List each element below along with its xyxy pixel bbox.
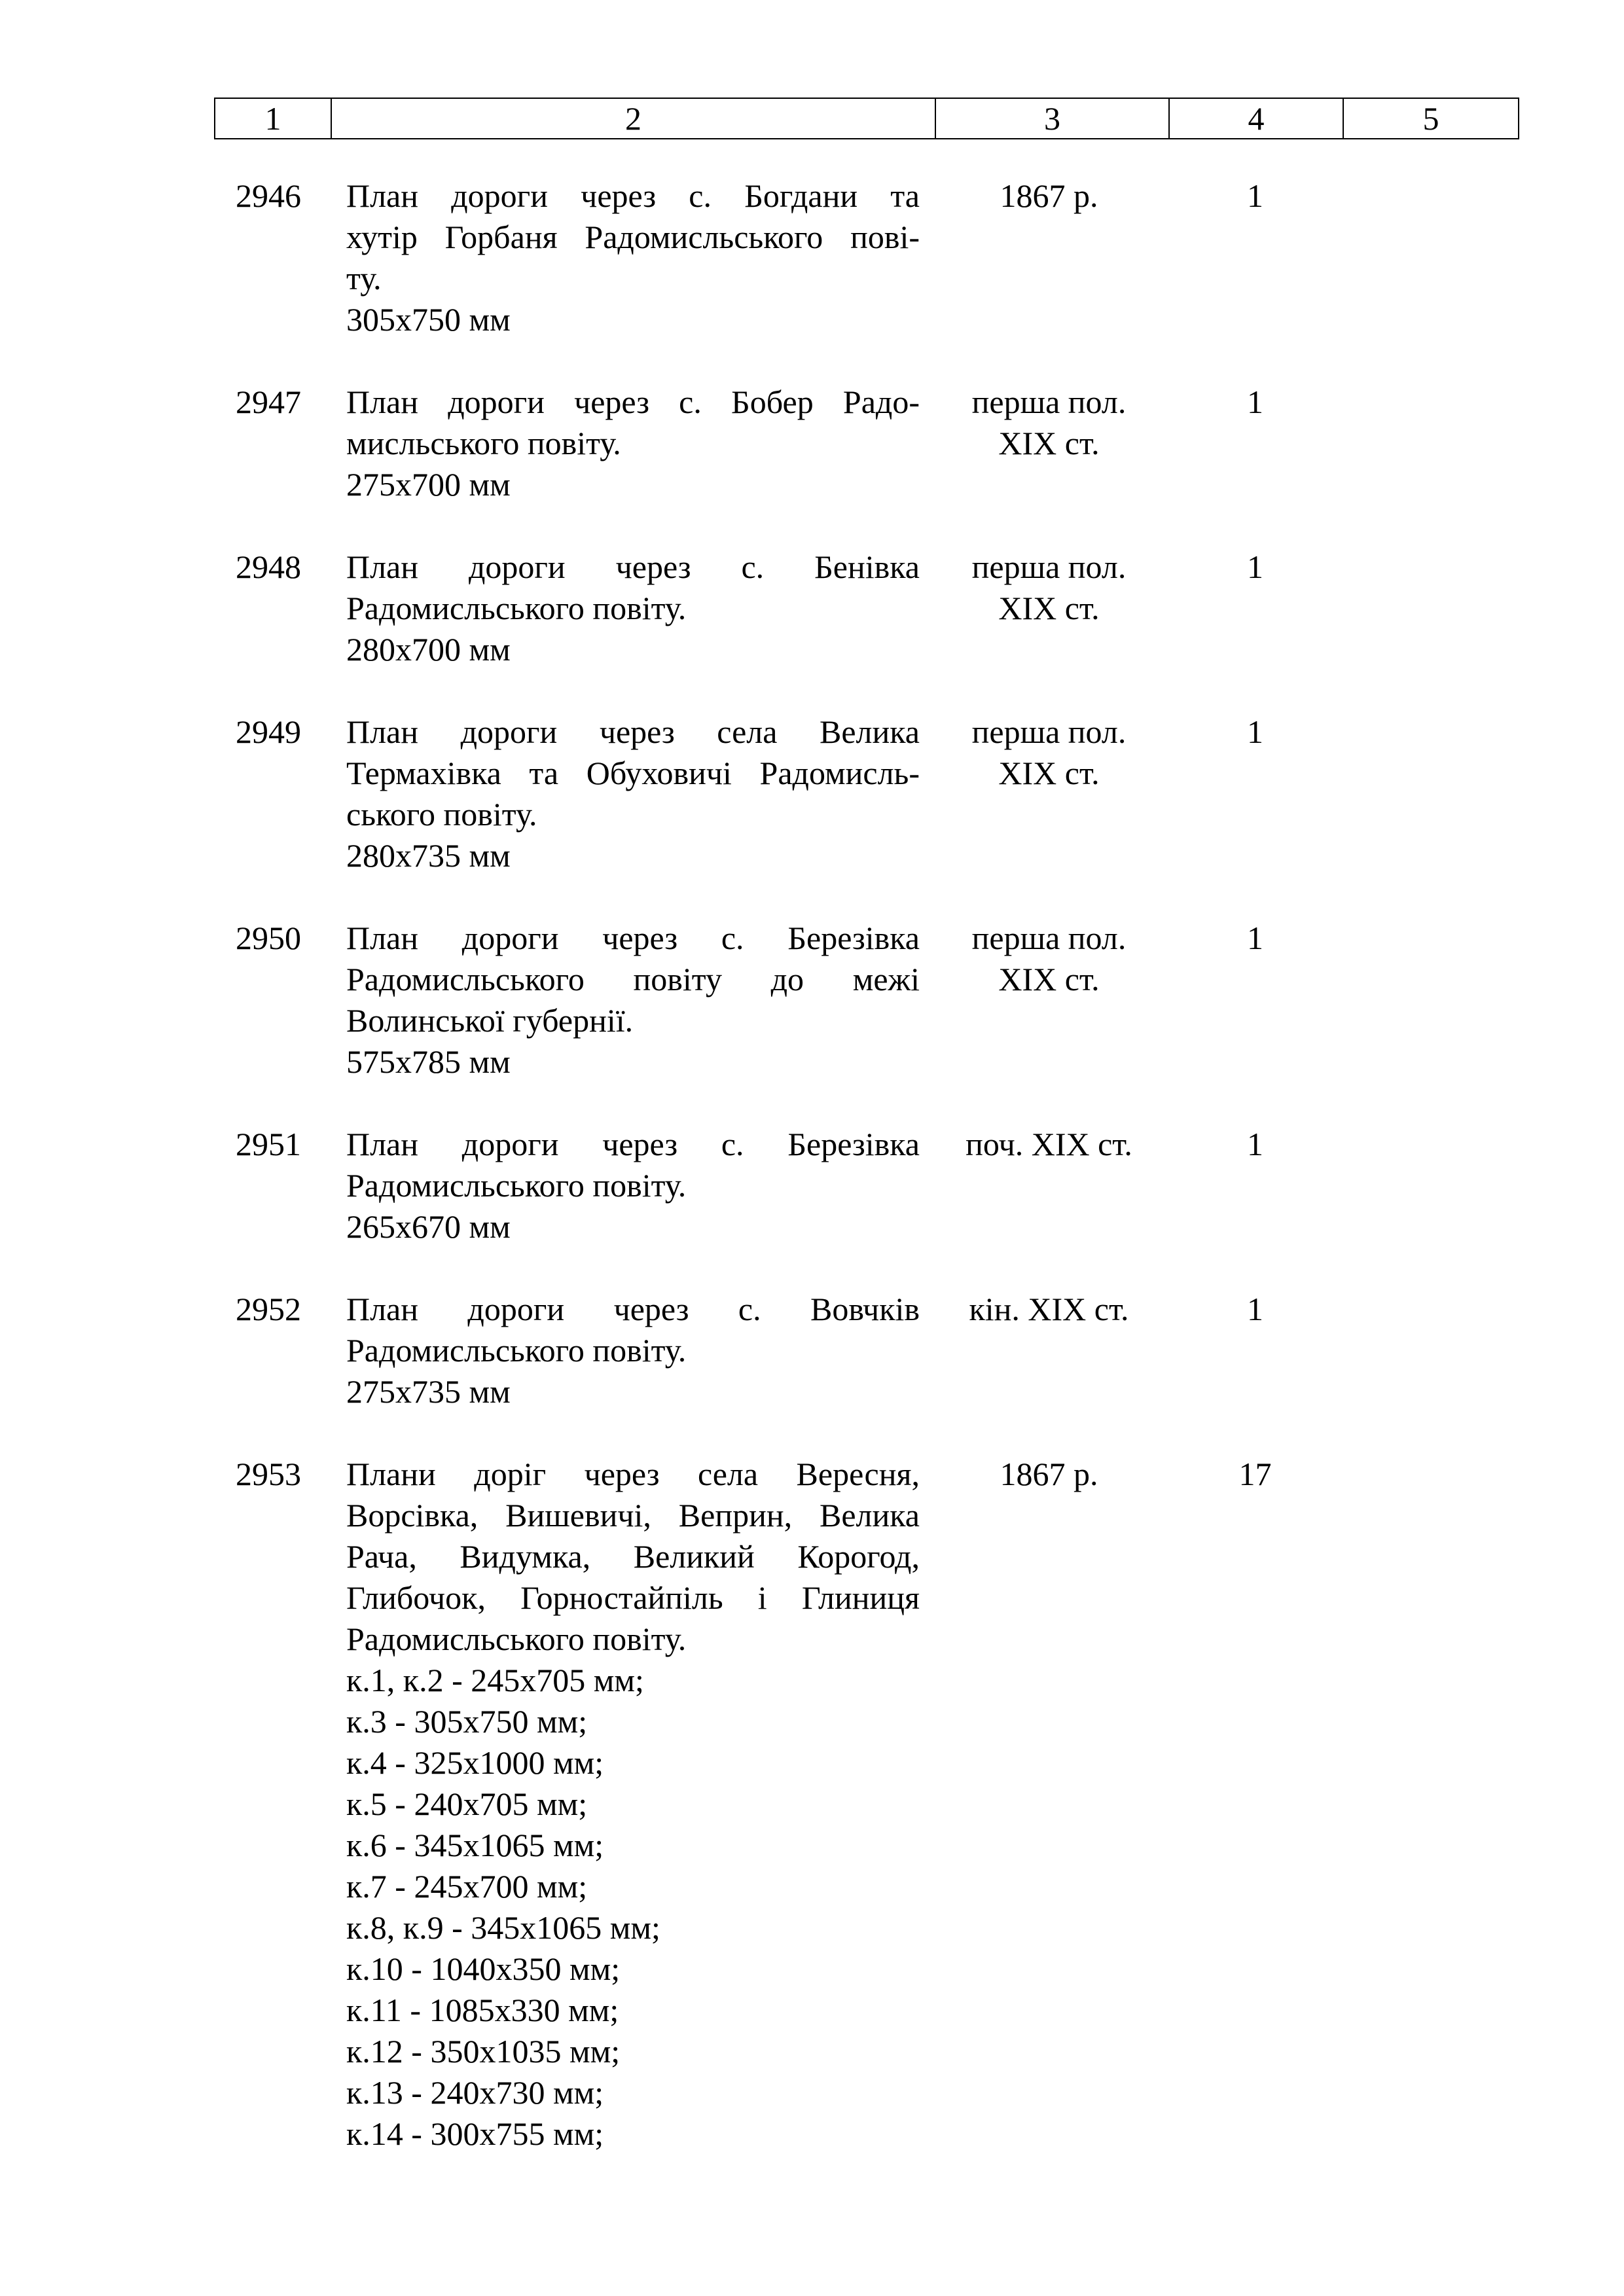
entry-dimensions-line: к.13 - 240х730 мм; [346, 2074, 604, 2111]
entry-sheet-count: 1 [1247, 1126, 1263, 1162]
entry-title-line: Плани доріг через села Вересня, [346, 1456, 920, 1492]
entry-number: 2949 [236, 713, 301, 750]
entry-number: 2950 [236, 920, 301, 956]
column-header-1: 1 [215, 98, 331, 139]
entry-sheet-count: 1 [1247, 1291, 1263, 1327]
column-header-3: 3 [935, 98, 1169, 139]
entry-title-line: Радомисльського повіту. [346, 1621, 687, 1657]
entry-title-line: мисльського повіту. [346, 425, 621, 461]
entry-date-line: XIX ст. [998, 590, 1100, 626]
entry-date [933, 547, 1165, 629]
entry-description [346, 1454, 920, 2155]
catalog-entry [0, 1124, 1624, 1247]
catalog-entry [0, 711, 1624, 876]
entry-date-line: 1867 р. [1000, 177, 1098, 214]
entry-date-line: перша пол. [971, 920, 1127, 956]
catalog-entry [0, 1454, 1624, 2155]
entry-description [346, 1289, 920, 1412]
entry-description [346, 711, 920, 876]
entry-dimensions-line: к.8, к.9 - 345х1065 мм; [346, 1909, 660, 1946]
entry-title-line: Радомисльського повіту. [346, 590, 687, 626]
entry-title-line: План дороги через села Велика [346, 713, 920, 750]
entry-date-line: XIX ст. [998, 755, 1100, 791]
entry-title-line: План дороги через с. Бенівка [346, 548, 920, 585]
catalog-entry [0, 175, 1624, 340]
entry-number: 2948 [236, 548, 301, 585]
entry-number: 2946 [236, 177, 301, 214]
entry-date [933, 1124, 1165, 1165]
entry-description [346, 918, 920, 1083]
entry-number: 2951 [236, 1126, 301, 1162]
entry-sheet-count: 1 [1247, 920, 1263, 956]
entry-description [346, 382, 920, 505]
entry-date [933, 918, 1165, 1000]
entry-title-line: Термахівка та Обуховичі Радомисль- [346, 755, 920, 791]
entry-dimensions-line: 280х700 мм [346, 631, 511, 668]
entry-date-line: перша пол. [971, 713, 1127, 750]
entry-title-line: Глибочок, Горностайпіль і Глиниця [346, 1579, 920, 1616]
entry-title-line: Радомисльського повіту. [346, 1332, 687, 1369]
entry-date [933, 382, 1165, 464]
entry-dimensions-line: 275х700 мм [346, 466, 511, 503]
entry-sheet-count: 17 [1238, 1456, 1272, 1492]
entry-title-line: ту. [346, 260, 382, 296]
column-header-2: 2 [331, 98, 935, 139]
entry-dimensions-line: к.14 - 300х755 мм; [346, 2115, 604, 2152]
entry-sheet-count: 1 [1247, 548, 1263, 585]
entry-sheet-count: 1 [1247, 384, 1263, 420]
entry-title-line: Ворсівка, Вишевичі, Веприн, Велика [346, 1497, 920, 1534]
entry-dimensions-line: к.3 - 305х750 мм; [346, 1703, 588, 1740]
entry-sheet-count: 1 [1247, 177, 1263, 214]
catalog-entry [0, 1289, 1624, 1412]
entry-title-line: План дороги через с. Березівка [346, 1126, 920, 1162]
entry-title-line: План дороги через с. Богдани та [346, 177, 920, 214]
entry-description [346, 175, 920, 340]
entry-title-line: Рача, Видумка, Великий Корогод, [346, 1538, 920, 1575]
entry-title-line: Радомисльського повіту до межі [346, 961, 920, 997]
entry-title-line: План дороги через с. Бобер Радо- [346, 384, 920, 420]
column-header-4: 4 [1169, 98, 1343, 139]
column-header-table [214, 98, 1519, 139]
entry-dimensions-line: к.6 - 345х1065 мм; [346, 1827, 604, 1863]
catalog-entries [0, 175, 1624, 2196]
entry-dimensions-line: к.11 - 1085х330 мм; [346, 1992, 619, 2028]
entry-date [933, 1289, 1165, 1330]
entry-title-line: План дороги через с. Вовчків [346, 1291, 920, 1327]
entry-dimensions-line: 305х750 мм [346, 301, 511, 338]
entry-description [346, 547, 920, 670]
entry-dimensions-line: 280х735 мм [346, 837, 511, 874]
entry-date-line: кін. XIX ст. [969, 1291, 1129, 1327]
entry-dimensions-line: 265х670 мм [346, 1208, 511, 1245]
entry-date [933, 1454, 1165, 1495]
entry-title-line: Волинської губернії. [346, 1002, 634, 1039]
entry-date-line: XIX ст. [998, 961, 1100, 997]
entry-date [933, 175, 1165, 217]
catalog-entry [0, 382, 1624, 505]
entry-dimensions-line: к.4 - 325х1000 мм; [346, 1744, 604, 1781]
entry-description [346, 1124, 920, 1247]
entry-date [933, 711, 1165, 794]
entry-date-line: перша пол. [971, 384, 1127, 420]
entry-title-line: Радомисльського повіту. [346, 1167, 687, 1204]
entry-dimensions-line: к.1, к.2 - 245х705 мм; [346, 1662, 644, 1698]
entry-number: 2952 [236, 1291, 301, 1327]
entry-sheet-count: 1 [1247, 713, 1263, 750]
entry-dimensions-line: к.10 - 1040х350 мм; [346, 1950, 621, 1987]
entry-date-line: 1867 р. [1000, 1456, 1098, 1492]
column-header-5: 5 [1343, 98, 1519, 139]
entry-title-line: хутір Горбаня Радомисльського пові- [346, 219, 920, 255]
entry-dimensions-line: 575х785 мм [346, 1043, 511, 1080]
entry-dimensions-line: к.12 - 350х1035 мм; [346, 2033, 621, 2070]
column-header-row [215, 98, 1519, 139]
catalog-entry [0, 547, 1624, 670]
entry-title-line: ського повіту. [346, 796, 537, 833]
entry-date-line: поч. XIX ст. [965, 1126, 1132, 1162]
entry-dimensions-line: к.7 - 245х700 мм; [346, 1868, 588, 1905]
entry-date-line: перша пол. [971, 548, 1127, 585]
entry-title-line: План дороги через с. Березівка [346, 920, 920, 956]
entry-dimensions-line: 275х735 мм [346, 1373, 511, 1410]
entry-date-line: XIX ст. [998, 425, 1100, 461]
entry-number: 2947 [236, 384, 301, 420]
entry-dimensions-line: к.5 - 240х705 мм; [346, 1785, 588, 1822]
catalog-entry [0, 918, 1624, 1083]
entry-number: 2953 [236, 1456, 301, 1492]
